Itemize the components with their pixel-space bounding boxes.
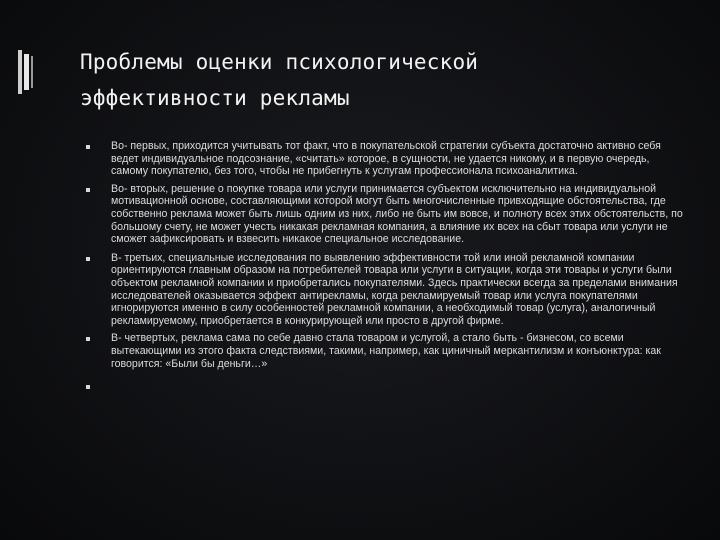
bullet-item xyxy=(86,252,686,328)
bullet-marker-icon xyxy=(86,188,90,192)
bullet-text: Во- первых, приходится учитывать тот факт, что в покупательской стратегии субъекта достаточно активно себя ведет индивидуальное подсознание, «считать» которое, в сущности, не удается никому, и в первую очередь, самому покупателю, без того, чтобы не прибегнуть к услугам профессионала психоаналитика. xyxy=(111,140,661,178)
bullet-text: В- четвертых, реклама сама по себе давно стала товаром и услугой, а стало быть - бизнесом, со всеми вытекающими из этого факта следствиями, такими, например, как циничный меркантилизм и конъюнктура: как говорится: «Были бы деньги…» xyxy=(111,332,661,370)
bullet-text: Во- вторых, решение о покупке товара или услуги принимается субъектом исключительно на индивидуальной мотивационной основе, составляющими которой могут быть многочисленные привходящие обстоятельства, где собственно реклама может быть лишь одним из них, либо не быть им вовсе, и полноту всех этих обстоятельств, по большому счету, не может учесть никакая рекламная компания, а влияние их всех на сбыт товара или услуги не сможет зафиксировать и взвесить никакое специальное исследование. xyxy=(111,182,683,246)
bullet-marker-icon xyxy=(86,257,90,261)
decorative-bars xyxy=(18,50,48,94)
bullet-marker-icon xyxy=(86,337,90,341)
bullet-marker-icon xyxy=(86,385,90,389)
bullet-list xyxy=(86,140,686,392)
bullet-item xyxy=(86,183,686,246)
bullet-text: В- третьих, специальные исследования по выявлению эффективности той или иной рекламной компании ориентируются главным образом на потребителей товара или услуги в ситуации, когда эти товары и услуги были объектом рекламной компании и приобретались покупателями. Здесь практически всегда за пределами внимания исследователей оказывается эффект антирекламы, когда рекламируемый товар или услуга покупателями игнорируются именно в силу особенностей рекламной компании, а необходимый товар (услуга), аналогичный рекламируемому, приобретается в конкурирующей или просто в другой фирме. xyxy=(111,251,678,327)
slide-title-line: Проблемы оценки психологической xyxy=(80,50,479,74)
slide-title xyxy=(80,44,700,116)
decorative-bar xyxy=(18,50,22,94)
decorative-bar xyxy=(31,56,33,88)
slide-title-line: эффективности рекламы xyxy=(80,86,350,110)
bullet-marker-icon xyxy=(86,145,90,149)
decorative-bar xyxy=(24,54,29,90)
bullet-item xyxy=(86,332,686,370)
bullet-item-empty xyxy=(86,380,686,392)
bullet-item xyxy=(86,140,686,178)
